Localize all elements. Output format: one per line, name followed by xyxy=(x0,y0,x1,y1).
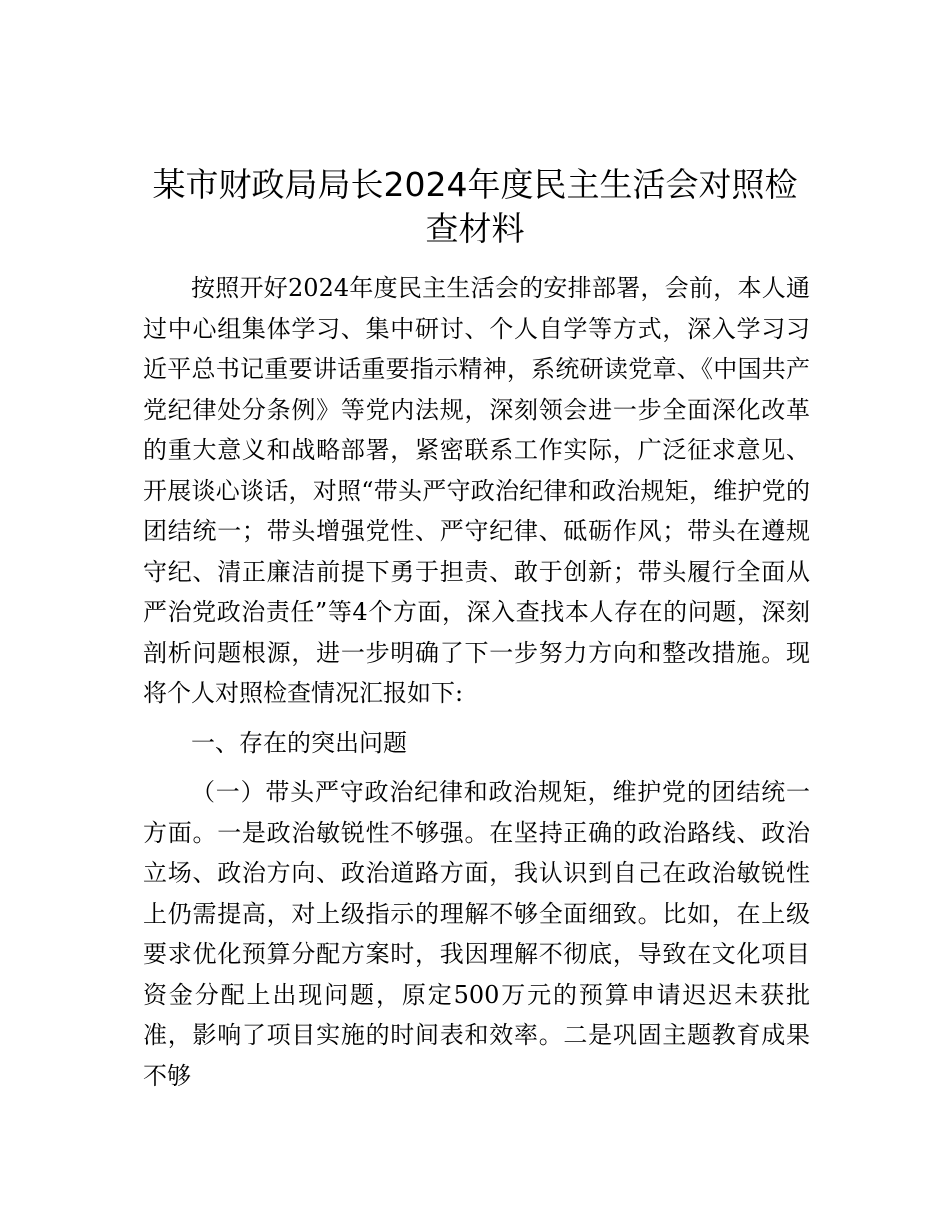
document-title: 某市财政局局长2024年度民主生活会对照检查材料 xyxy=(152,165,798,248)
body-paragraph: （一）带头严守政治纪律和政治规矩，维护党的团结统一方面。一是政治敏锐性不够强。在坚持正确的政治路线、政治立场、政治方向、政治道路方面，我认识到自己在政治敏锐性上仍需提高，对上级指示的理解不够全面细致。比如，在上级要求优化预算分配方案时，我因理解不彻底，导致在文化项目资金分配上出现问题，原定500万元的预算申请迟迟未获批准，影响了项目实施的时间表和效率。二是巩固主题教育成果不够 xyxy=(143,778,810,1090)
intro-paragraph: 按照开好2024年度民主生活会的安排部署，会前，本人通过中心组集体学习、集中研讨、个人自学等方式，深入学习习近平总书记重要讲话重要指示精神，系统研读党章、《中国共产党纪律处分条例》等党内法规，深刻领会进一步全面深化改革的重大意义和战略部署，紧密联系工作实际，广泛征求意见、开展谈心谈话，对照“带头严守政治纪律和政治规矩，维护党的团结统一；带头增强党性、严守纪律、砥砺作风；带头在遵规守纪、清正廉洁前提下勇于担责、敢于创新；带头履行全面从严治党政治责任”等4个方面，深入查找本人存在的问题，深刻剖析问题根源，进一步明确了下一步努力方向和整改措施。现将个人对照检查情况汇报如下: xyxy=(143,274,810,707)
section-heading: 一、存在的突出问题 xyxy=(191,728,407,757)
document-body xyxy=(143,268,810,1096)
